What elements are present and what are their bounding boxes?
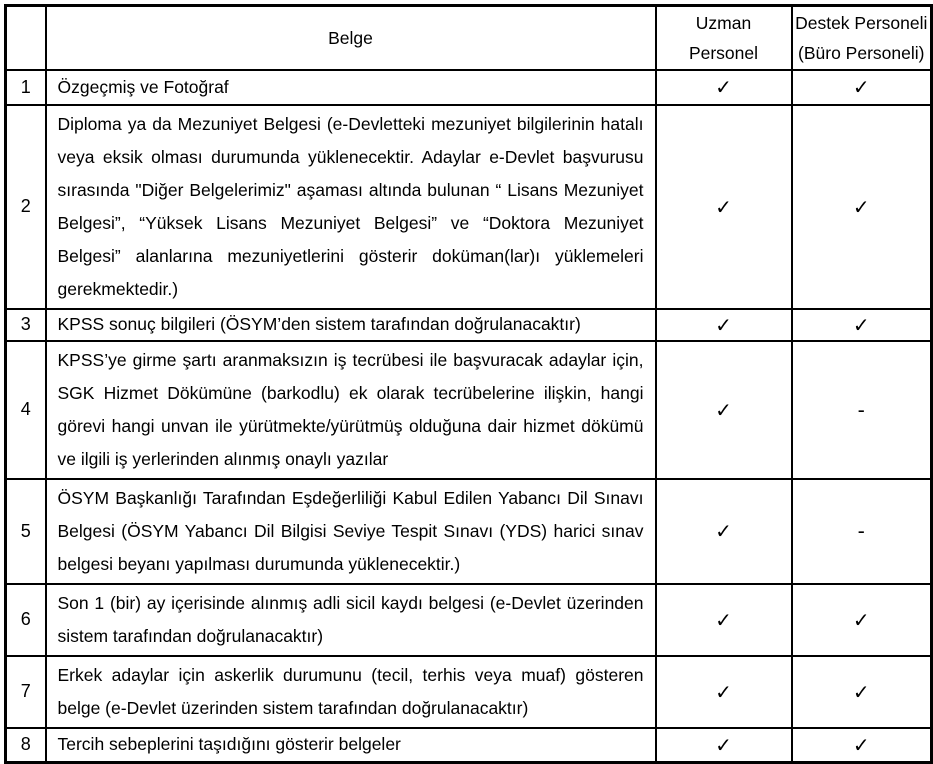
row-number: 2 [6, 105, 46, 309]
belge-cell: Son 1 (bir) ay içerisinde alınmış adli sicil kaydı belgesi (e-Devlet üzerinden sistem tarafından doğrulanacaktır) [46, 584, 656, 656]
row-number: 4 [6, 341, 46, 479]
header-uzman-line1: Uzman [695, 12, 752, 33]
belge-cell: KPSS sonuç bilgileri (ÖSYM’den sistem tarafından doğrulanacaktır) [46, 309, 656, 341]
table-row-7 [6, 656, 932, 728]
table-row-8 [6, 728, 932, 763]
uzman-mark-cell: ✓ [656, 584, 792, 656]
table-row-5 [6, 479, 932, 584]
header-number-cell [6, 6, 46, 70]
table-row-2 [6, 105, 932, 309]
row-number: 1 [6, 70, 46, 105]
header-uzman-line2: Personel [688, 42, 759, 63]
header-row [6, 6, 932, 70]
destek-mark-cell: ✓ [792, 584, 932, 656]
uzman-mark-cell: ✓ [656, 341, 792, 479]
uzman-mark-cell: ✓ [656, 309, 792, 341]
header-uzman-cell [656, 6, 792, 70]
uzman-mark-cell: ✓ [656, 479, 792, 584]
header-destek-line2: (Büro Personeli) [798, 42, 925, 63]
destek-mark-cell: ✓ [792, 70, 932, 105]
uzman-mark-cell: ✓ [656, 656, 792, 728]
belge-cell: Özgeçmiş ve Fotoğraf [46, 70, 656, 105]
destek-mark-cell: ✓ [792, 656, 932, 728]
belge-cell: ÖSYM Başkanlığı Tarafından Eşdeğerliliği Kabul Edilen Yabancı Dil Sınavı Belgesi (ÖSYM Yabancı Dil Bilgisi Seviye Tespit Sınavı (YDS) harici sınav belgesi beyanı yapılması durumunda yüklenecektir.) [46, 479, 656, 584]
header-belge-cell: Belge [46, 6, 656, 70]
destek-mark-cell: ✓ [792, 728, 932, 763]
header-destek-cell [792, 6, 932, 70]
uzman-mark-cell: ✓ [656, 70, 792, 105]
table-row-6 [6, 584, 932, 656]
uzman-mark-cell: ✓ [656, 728, 792, 763]
belge-cell: Tercih sebeplerini taşıdığını gösterir belgeler [46, 728, 656, 763]
table-row-4 [6, 341, 932, 479]
document-requirements-table [4, 4, 933, 764]
table-row-3 [6, 309, 932, 341]
belge-cell: KPSS’ye girme şartı aranmaksızın iş tecrübesi ile başvuracak adaylar için, SGK Hizmet Dökümüne (barkodlu) ek olarak tecrübelerine ilişkin, hangi görevi hangi unvan ile yürütmekte/yürütmüş olduğuna dair hizmet dökümü ve ilgili iş yerlerinden alınmış onaylı yazılar [46, 341, 656, 479]
header-destek-line1: Destek Personeli [795, 12, 928, 33]
row-number: 3 [6, 309, 46, 341]
destek-mark-cell: ✓ [792, 309, 932, 341]
belge-cell: Diploma ya da Mezuniyet Belgesi (e-Devletteki mezuniyet bilgilerinin hatalı veya eksik olması durumunda yüklenecektir. Adaylar e-Devlet başvurusu sırasında "Diğer Belgelerimiz" aşaması altında bulunan “ Lisans Mezuniyet Belgesi”, “Yüksek Lisans Mezuniyet Belgesi” ve “Doktora Mezuniyet Belgesi” alanlarına mezuniyetlerini gösterir doküman(lar)ı yüklemeleri gerekmektedir.) [46, 105, 656, 309]
row-number: 8 [6, 728, 46, 763]
row-number: 7 [6, 656, 46, 728]
belge-cell: Erkek adaylar için askerlik durumunu (tecil, terhis veya muaf) gösteren belge (e-Devlet üzerinden sistem tarafından doğrulanacaktır) [46, 656, 656, 728]
destek-mark-cell: - [792, 341, 932, 479]
uzman-mark-cell: ✓ [656, 105, 792, 309]
table-row-1 [6, 70, 932, 105]
row-number: 6 [6, 584, 46, 656]
row-number: 5 [6, 479, 46, 584]
destek-mark-cell: - [792, 479, 932, 584]
destek-mark-cell: ✓ [792, 105, 932, 309]
